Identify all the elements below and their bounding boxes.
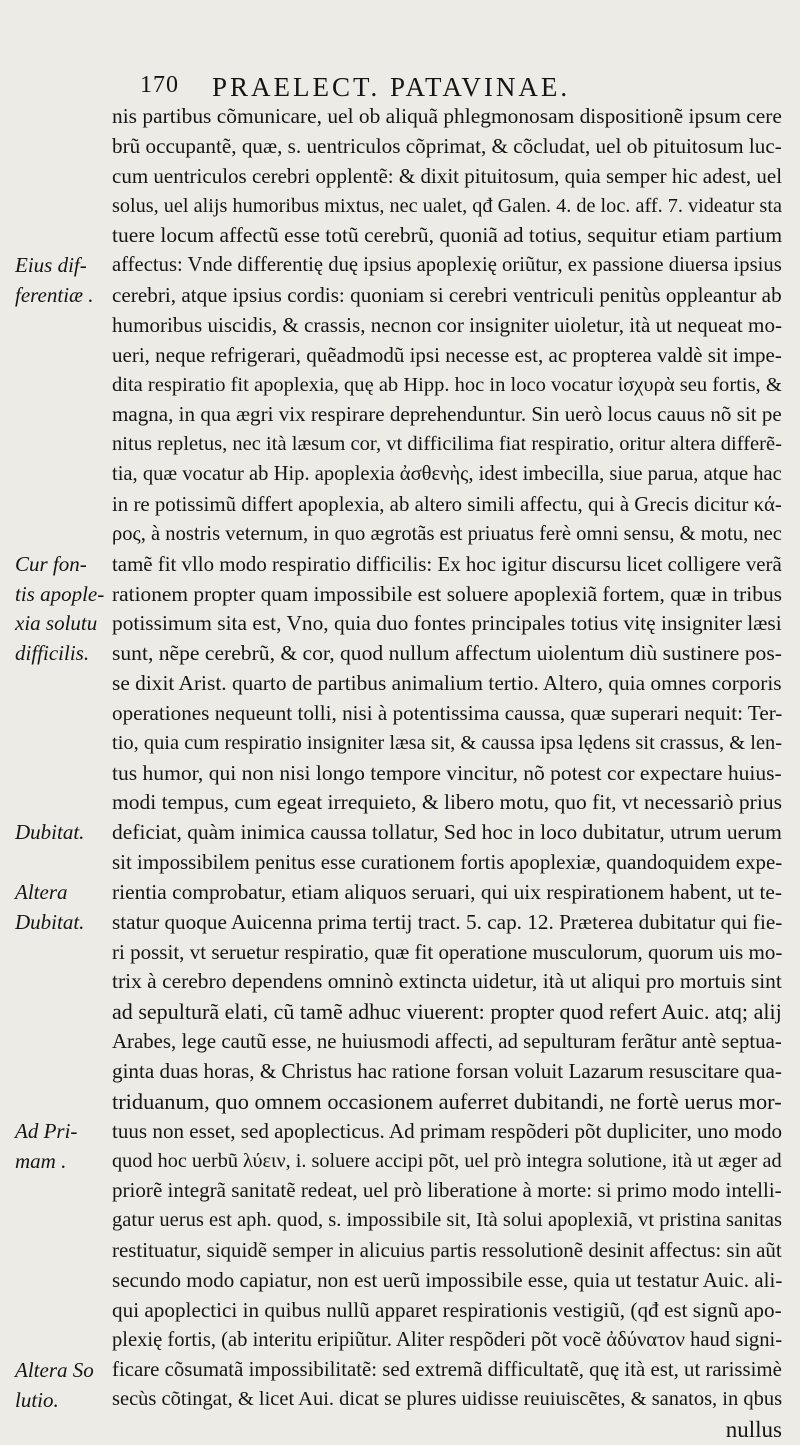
text-line: dita respiratio fit apoplexia, quę ab Hipp. hoc in loco vocatur ἰσχυρὰ seu fortis, & xyxy=(112,373,782,396)
text-line: gatur uerus est aph. quod, s. impossibile sit, Ità solui apoplexiã, vt pristina sanitas xyxy=(112,1209,782,1232)
text-line: sunt, nẽpe cerebrũ, & cor, quod nullum affectum uiolentum diù sustinere pos- xyxy=(112,641,782,666)
text-line: tio, quia cum respiratio insigniter læsa sit, & caussa ipsa lędens sit crassus, & len- xyxy=(112,731,782,754)
margin-note-line: difficilis. xyxy=(15,641,90,666)
text-line: deficiat, quàm inimica caussa tollatur, Sed hoc in loco dubitatur, utrum uerum xyxy=(112,820,782,845)
text-line: tus humor, qui non nisi longo tempore vincitur, nõ potest cor expectare huius- xyxy=(112,760,782,785)
text-line: trix à cerebro dependens omninò extincta uidetur, ità ut aliqui pro mortuis sint xyxy=(112,969,782,994)
text-line: magna, in qua ægri vix respirare deprehenduntur. Sin uerò locus cauus nõ sit pe xyxy=(112,402,782,427)
margin-note-line: Altera xyxy=(15,880,68,905)
text-line: nis partibus cõmunicare, uel ob aliquã phlegmonosam dispositionẽ ipsum cere xyxy=(112,104,782,128)
text-line: se dixit Arist. quarto de partibus animalium tertio. Altero, quia omnes corporis xyxy=(112,671,782,696)
text-line: tuus non esset, sed apoplecticus. Ad primam respõderi põt dupliciter, uno modo xyxy=(112,1118,782,1143)
margin-note-line: Dubitat. xyxy=(15,820,85,845)
text-line: sit impossibilem penitus esse curationem fortis apoplexiæ, quandoquidem expe- xyxy=(112,850,782,875)
text-line: potissimum sita est, Vno, quia duo fontes principales totius vitę insigniter læsi xyxy=(112,611,782,636)
text-line: plexię fortis, (ab interitu eripiũtur. Aliter respõderi põt vocẽ ἀδύνατον haud signi- xyxy=(112,1328,782,1351)
margin-note-line: mam . xyxy=(15,1148,67,1173)
text-line: cerebri, atque ipsius cordis: quoniam si cerebri ventriculi penitùs oppleantur ab xyxy=(112,283,782,308)
text-line: rationem propter quam impossibile est soluere apoplexiã fortem, quæ in tribus xyxy=(112,581,782,606)
text-line: ueri, neque refrigerari, quẽadmodũ ipsi necesse est, ac propterea valdè sit impe- xyxy=(112,342,782,367)
margin-note xyxy=(15,878,110,938)
margin-note-line: ferentiæ . xyxy=(15,283,94,308)
text-line: restituatur, siquidẽ semper in alicuius partis ressolutionẽ desinit affectus: sin aũt xyxy=(112,1238,782,1263)
text-line: modi tempus, cum egeat irrequieto, & libero motu, quo fit, vt necessariò prius xyxy=(112,790,782,815)
page-number: 170 xyxy=(140,72,179,98)
text-line: triduanum, quo omnem occasionem auferret dubitandi, ne fortè uerus mor- xyxy=(112,1088,782,1114)
text-line: cum uentriculos cerebri opplentẽ: & dixit pituitosum, quia semper hic adest, uel xyxy=(112,163,782,188)
text-line: affectus: Vnde differentię duę ipsius apoplexię oriũtur, ex passione diuersa ipsius xyxy=(112,254,782,277)
text-line: qui apoplectici in quibus nullũ apparet respirationis vestigiũ, (qđ est signũ apo- xyxy=(112,1297,782,1322)
text-line: solus, uel alijs humoribus mixtus, nec ualet, qđ Galen. 4. de loc. aff. 7. videatur sta xyxy=(112,194,782,217)
text-line: ρος, à nostris veternum, in quo ægrotãs est priuatus ferè omni sensu, & motu, nec xyxy=(112,522,782,545)
text-line: quod hoc uerbũ λύειν, i. soluere accipi põt, uel prò integra solutione, ità ut æger ad xyxy=(112,1149,782,1172)
margin-note xyxy=(15,550,110,669)
text-line: secundo modo capiatur, non est uerũ impossibile esse, quia ut testatur Auic. ali- xyxy=(112,1267,782,1292)
text-line: statur quoque Auicenna prima tertij tract. 5. cap. 12. Præterea dubitatur qui fie- xyxy=(112,909,782,934)
running-title: PRAELECT. PATAVINAE. xyxy=(212,72,571,102)
text-line: Arabes, lege cautũ esse, ne huiusmodi affecti, ad sepulturam ferãtur antè septua- xyxy=(112,1029,782,1054)
text-line: tia, quæ vocatur ab Hip. apoplexia ἀσθενὴς, idest imbecilla, siue parua, atque hac xyxy=(112,463,782,486)
margin-note xyxy=(15,1117,110,1177)
margin-note-line: tis apople- xyxy=(15,581,105,606)
margin-note xyxy=(15,818,110,848)
body-text xyxy=(112,102,782,1445)
text-line: tamẽ fit vllo modo respiratio difficilis: Ex hoc igitur discursu licet colligere verã xyxy=(112,551,782,576)
text-line: ficare cõsumatã impossibilitatẽ: sed extremã difficultatẽ, quę ità est, ut rarissimè xyxy=(112,1357,782,1382)
text-line: humoribus uiscidis, & crassis, necnon cor insigniter uioletur, ità ut nequeat mo- xyxy=(112,312,782,337)
text-line: in re potissimũ differt apoplexia, ab altero simili affectu, qui à Grecis dicitur κά- xyxy=(112,491,782,516)
margin-note xyxy=(15,251,110,311)
text-line: rientia comprobatur, etiam aliquos seruari, qui uix respirationem habent, ut te- xyxy=(112,879,782,904)
margin-note-line: Cur fon- xyxy=(15,551,87,576)
margin-note-line: Altera So xyxy=(15,1357,94,1382)
margin-note-line: Dubitat. xyxy=(15,909,85,934)
margin-note xyxy=(15,1356,110,1416)
text-line: priorẽ integrã sanitatẽ redeat, uel prò liberatione à morte: si primo modo intelli- xyxy=(112,1178,782,1203)
text-line: ad sepulturã elati, cũ tamẽ adhuc viuerent: propter quod refert Auic. atq; alij xyxy=(112,999,782,1025)
margin-note-line: Eius dif- xyxy=(15,253,87,278)
text-line: brũ occupantẽ, quæ, s. uentriculos cõprimat, & cõcludat, uel ob pituitosum luc- xyxy=(112,133,782,158)
text-line: ginta duas horas, & Christus hac ratione forsan voluit Lazarum resuscitare qua- xyxy=(112,1059,782,1083)
text-line: secùs cõtingat, & licet Aui. dicat se plures uidisse reuiuiscẽtes, & sanatos, in qbus xyxy=(112,1388,782,1411)
margin-note-line: Ad Pri- xyxy=(15,1118,78,1143)
text-line: operationes nequeunt tolli, nisi à potentissima caussa, quæ superari nequit: Ter- xyxy=(112,700,782,725)
show-through-text xyxy=(760,290,800,311)
text-line: nullus xyxy=(725,1417,782,1443)
margin-note-line: xia solutu xyxy=(15,611,98,636)
text-line: tuere locum affectũ esse totũ cerebrũ, quoniã ad totius, sequitur etiam partium xyxy=(112,223,782,248)
text-line: nitus repletus, nec ità læsum cor, vt difficilima fiat respiratio, oritur altera differẽ- xyxy=(112,433,782,456)
margin-note-line: lutio. xyxy=(15,1387,59,1412)
text-line: ri possit, vt seruetur respiratio, quæ fit operatione musculorum, quorum uis mo- xyxy=(112,939,782,964)
